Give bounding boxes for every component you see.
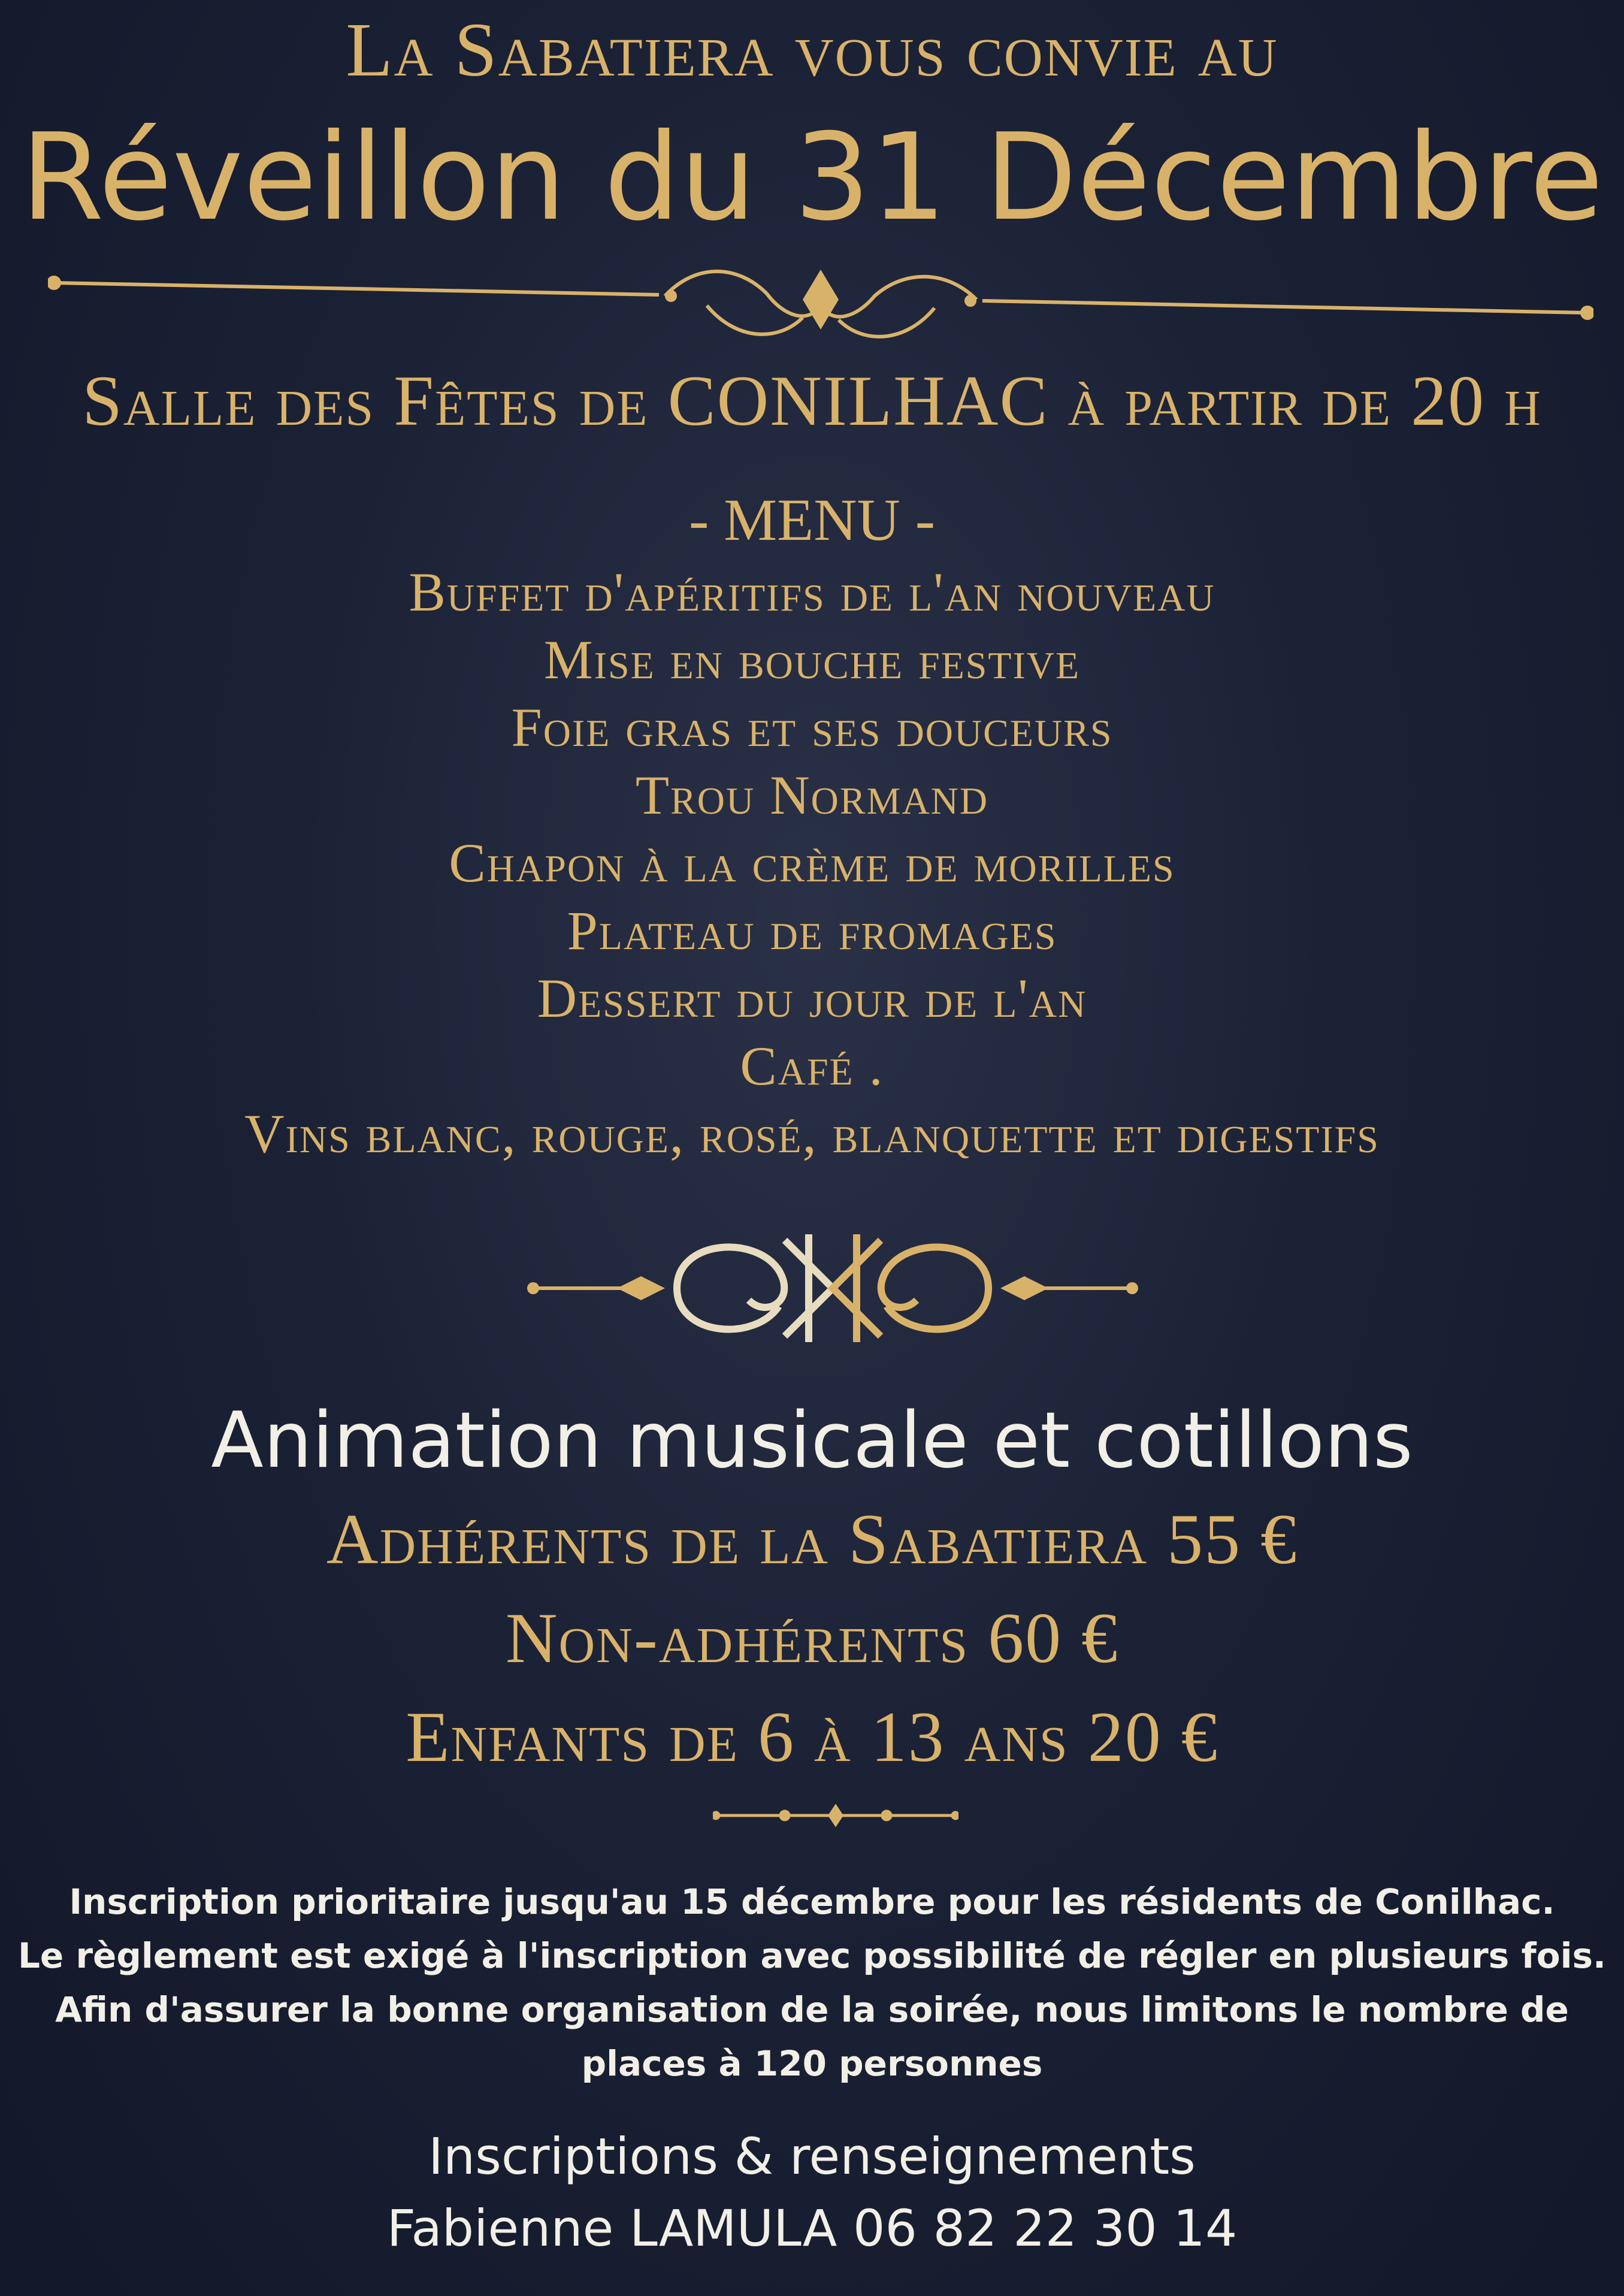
menu-item: Chapon à la crème de morilles: [449, 832, 1175, 893]
price-members: Adhérents de la Sabatiera 55 €: [326, 1499, 1298, 1579]
menu-title: - MENU -: [688, 487, 936, 553]
header-invitation: La Sabatiera vous convie au: [346, 7, 1278, 92]
menu-item: Foie gras et ses douceurs: [511, 697, 1113, 758]
price-non-members: Non-adhérents 60 €: [505, 1598, 1119, 1678]
menu-item: Dessert du jour de l'an: [537, 968, 1087, 1029]
info-note: Afin d'assurer la bonne organisation de la soirée, nous limitons le nombre de: [55, 1989, 1569, 2030]
contact-heading: Inscriptions & renseignements: [428, 2127, 1196, 2186]
menu-item: Plateau de fromages: [567, 900, 1057, 961]
info-note: Inscription prioritaire jusqu'au 15 décembre pour les résidents de Conilhac.: [69, 1881, 1555, 1922]
menu-item: Mise en bouche festive: [543, 629, 1081, 690]
info-note: Le règlement est exigé à l'inscription avec possibilité de régler en plusieurs fois.: [17, 1935, 1607, 1976]
menu-item: Buffet d'apéritifs de l'an nouveau: [409, 561, 1215, 623]
event-title: Réveillon du 31 Décembre: [20, 108, 1604, 247]
divider-ornament-small: [713, 1797, 958, 1833]
menu-item: Trou Normand: [635, 765, 989, 826]
info-note: places à 120 personnes: [581, 2043, 1043, 2084]
animation-heading: Animation musicale et cotillons: [211, 1396, 1413, 1485]
divider-ornament-middle: [527, 1216, 1138, 1360]
divider-ornament-top: [48, 258, 1593, 354]
menu-item: Café .: [740, 1035, 884, 1096]
venue-info: Salle des Fêtes de CONILHAC à partir de 20 h: [82, 361, 1542, 440]
price-children: Enfants de 6 à 13 ans 20 €: [406, 1697, 1218, 1777]
contact-person: Fabienne LAMULA 06 82 22 30 14: [386, 2199, 1238, 2258]
menu-item: Vins blanc, rouge, rosé, blanquette et digestifs: [244, 1103, 1380, 1164]
